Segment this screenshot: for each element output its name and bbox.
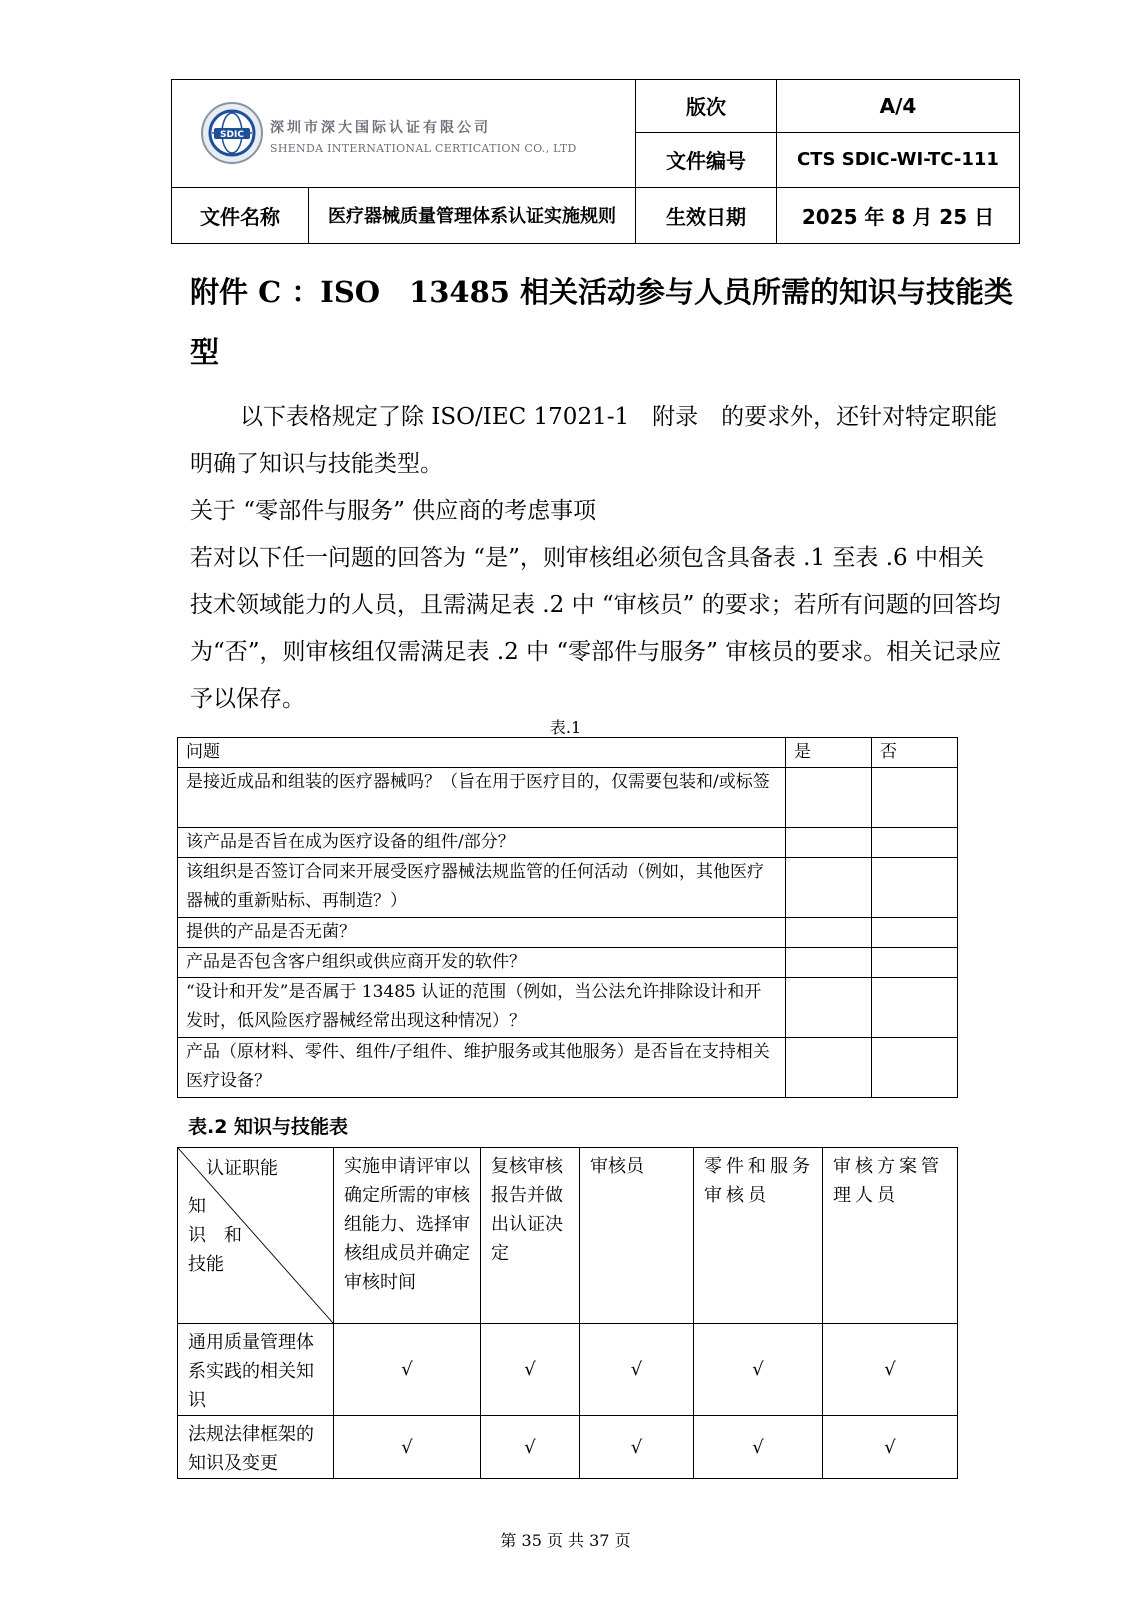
- logo-text: SDIC: [220, 130, 244, 141]
- questions-table: [177, 737, 958, 1098]
- version-label: 版次: [636, 80, 777, 133]
- column-header-no: 否: [872, 738, 958, 768]
- check-mark: √: [694, 1324, 823, 1416]
- check-mark: √: [481, 1416, 580, 1479]
- effective-date-label: 生效日期: [636, 187, 777, 243]
- no-cell[interactable]: [872, 828, 958, 858]
- no-cell[interactable]: [872, 1038, 958, 1098]
- document-header: [171, 79, 1020, 244]
- question-cell: 产品（原材料、零件、组件/子组件、维护服务或其他服务）是否旨在支持相关医疗设备？: [178, 1038, 786, 1098]
- table-header-row: [178, 1148, 958, 1324]
- table-row: [178, 858, 958, 918]
- column-header-certification-decision: 复核审核报告并做出认证决定: [481, 1148, 580, 1324]
- column-header-application-review: 实施申请评审以确定所需的审核组能力、选择审核组成员并确定审核时间: [334, 1148, 481, 1324]
- column-header-parts-services-auditor: 零件和服务审核员: [694, 1148, 823, 1324]
- company-logo-icon: [200, 101, 264, 165]
- company-logo-cell: [172, 80, 636, 188]
- appendix-title: 附件 C ：ISO 13485 相关活动参与人员所需的知识与技能类型: [190, 275, 1014, 369]
- corner-top-label: 认证职能: [206, 1158, 278, 1179]
- intro-paragraph: 以下表格规定了除 ISO/IEC 17021-1 附录 的要求外，还针对特定职能明确了知识与技能类型。: [190, 404, 998, 477]
- yes-cell[interactable]: [786, 828, 872, 858]
- no-cell[interactable]: [872, 918, 958, 948]
- row-label: 通用质量管理体系实践的相关知识: [178, 1324, 334, 1416]
- check-mark: √: [481, 1324, 580, 1416]
- question-cell: 提供的产品是否无菌？: [178, 918, 786, 948]
- table-row: [178, 828, 958, 858]
- check-mark: √: [694, 1416, 823, 1479]
- table-row: [178, 1038, 958, 1098]
- column-header-auditor: 审核员: [580, 1148, 694, 1324]
- table-row: [178, 918, 958, 948]
- table-row: [178, 978, 958, 1038]
- check-mark: √: [823, 1324, 958, 1416]
- yes-cell[interactable]: [786, 918, 872, 948]
- table-row: [178, 768, 958, 828]
- doc-number-label: 文件编号: [636, 132, 777, 187]
- question-cell: “设计和开发”是否属于 13485 认证的范围（例如，当公法允许排除设计和开发时，低风险医疗器械经常出现这种情况）？: [178, 978, 786, 1038]
- no-cell[interactable]: [872, 948, 958, 978]
- table-row: [178, 948, 958, 978]
- doc-name-value: 医疗器械质量管理体系认证实施规则: [309, 187, 636, 243]
- column-header-question: 问题: [178, 738, 786, 768]
- requirements-paragraph: 若对以下任一问题的回答为 “是”，则审核组必须包含具备表 .1 至表 .6 中相关技术领域能力的人员，且需满足表 .2 中 “审核员” 的要求；若所有问题的回答均为“否”，则审核组仅需满足表 .2 中 “零部件与服务” 审核员的要求。相关记录应予以保存。: [190, 545, 1002, 712]
- no-cell[interactable]: [872, 978, 958, 1038]
- effective-date-value: 2025 年 8 月 25 日: [777, 187, 1020, 243]
- diagonal-corner-cell: [178, 1148, 334, 1324]
- check-mark: √: [823, 1416, 958, 1479]
- check-mark: √: [334, 1416, 481, 1479]
- check-mark: √: [580, 1416, 694, 1479]
- question-cell: 该组织是否签订合同来开展受医疗器械法规监管的任何活动（例如，其他医疗器械的重新贴标、再制造？）: [178, 858, 786, 918]
- table1-caption: 表.1: [549, 718, 582, 737]
- table-header-row: [178, 738, 958, 768]
- table2-caption: 表.2 知识与技能表: [188, 1116, 349, 1138]
- company-name-cn: 深圳市深大国际认证有限公司: [270, 120, 491, 137]
- version-value: A/4: [777, 80, 1020, 133]
- knowledge-skills-table: [177, 1147, 958, 1479]
- yes-cell[interactable]: [786, 768, 872, 828]
- yes-cell[interactable]: [786, 948, 872, 978]
- page-number: 第 35 页 共 37 页: [500, 1531, 631, 1550]
- row-label: 法规法律框架的知识及变更: [178, 1416, 334, 1479]
- question-cell: 产品是否包含客户组织或供应商开发的软件？: [178, 948, 786, 978]
- considerations-heading: 关于 “零部件与服务” 供应商的考虑事项: [190, 498, 597, 524]
- company-name-en: SHENDA INTERNATIONAL CERTICATION CO., LTD: [270, 142, 577, 156]
- corner-bottom-label: 知 识 和 技能: [188, 1196, 242, 1275]
- table-row: [178, 1324, 958, 1416]
- question-cell: 是接近成品和组装的医疗器械吗？（旨在用于医疗目的，仅需要包装和/或标签: [178, 768, 786, 828]
- no-cell[interactable]: [872, 768, 958, 828]
- yes-cell[interactable]: [786, 1038, 872, 1098]
- yes-cell[interactable]: [786, 858, 872, 918]
- check-mark: √: [580, 1324, 694, 1416]
- column-header-yes: 是: [786, 738, 872, 768]
- no-cell[interactable]: [872, 858, 958, 918]
- column-header-program-manager: 审核方案管理人员: [823, 1148, 958, 1324]
- doc-name-label: 文件名称: [172, 187, 309, 243]
- doc-number-value: CTS SDIC-WI-TC-111: [777, 132, 1020, 187]
- table-row: [178, 1416, 958, 1479]
- yes-cell[interactable]: [786, 978, 872, 1038]
- check-mark: √: [334, 1324, 481, 1416]
- question-cell: 该产品是否旨在成为医疗设备的组件/部分？: [178, 828, 786, 858]
